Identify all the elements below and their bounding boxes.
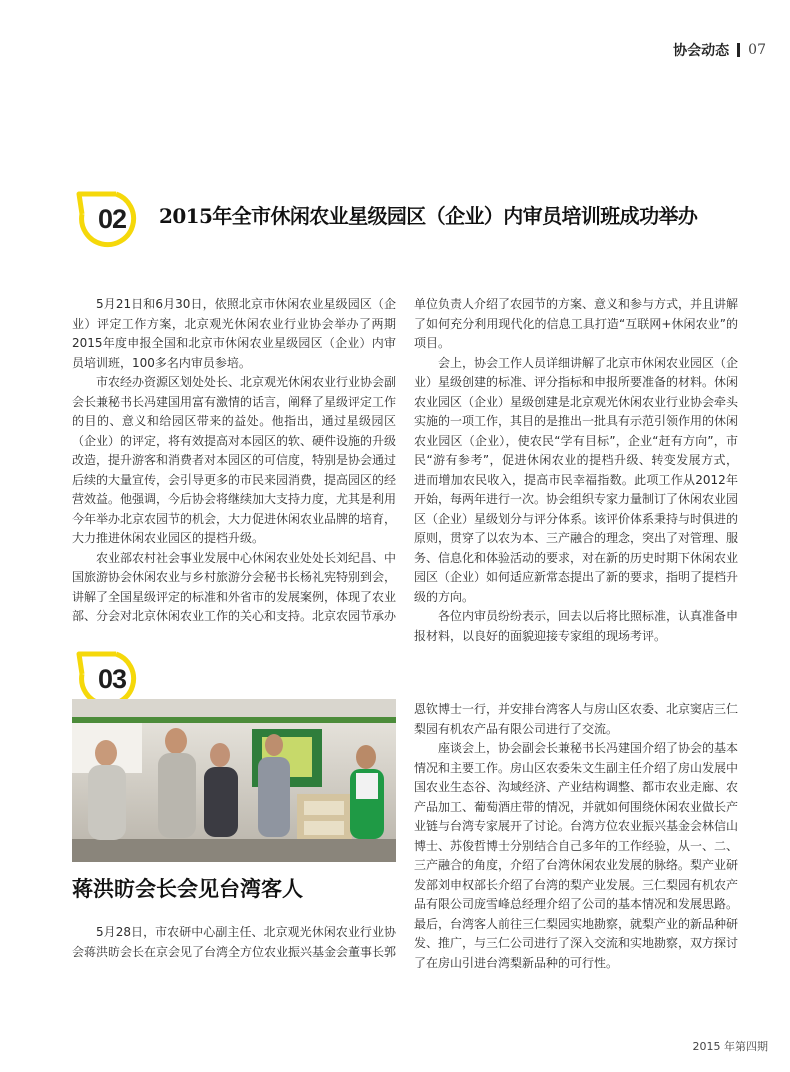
paragraph: 恩钦博士一行，并安排台湾客人与房山区农委、北京窦店三仁梨园有机农产品有限公司进行了交流。 xyxy=(414,702,739,736)
issue-footer: 2015 年第四期 xyxy=(692,1040,768,1053)
article2-column-right xyxy=(414,700,738,973)
paragraph: 农业部农村社会事业发展中心休闲农业处处长刘纪昌、中国旅游协会休闲农业与乡村旅游分会秘书长杨礼宪特别到会，讲解了全国星级评定的标准和外省市的发展案例，体现了农业部、分会对北京休闲农业工作的关心和支持。北京农园节承办 xyxy=(72,550,397,623)
badge-number: 03 xyxy=(97,664,127,694)
header-divider xyxy=(737,43,740,57)
paragraph: 市农经办资源区划处处长、北京观光休闲农业行业协会副会长兼秘书长冯建国用富有激情的话言，阐释了星级评定工作的目的、意义和给园区带来的益处。他指出，通过星级园区（企业）的评定，将有效提高对本园区的软、硬件设施的升级改造，提升游客和消费者对本园区的可信度，特别是协会通过后续的大量宣传，会引导更多的市民来园消费，提高园区的经营效益。他强调，今后协会将继续加大支持力度，尤其是利用今年举办北京农园节的机会，大力促进休闲农业品牌的培育，大力推进休闲农业园区的提档升级。 xyxy=(72,375,397,545)
paragraph: 会上，协会工作人员详细讲解了北京市休闲农业园区（企业）星级创建的标准、评分指标和申报所要准备的材料。休闲农业园区（企业）星级创建是北京观光休闲农业行业协会牵头实施的一项工作，其目的是推出一批具有示范引领作用的休闲农业园区（企业），使农民“学有目标”，企业“赶有方向”，市民“游有参考”，促进休闲农业的提档升级、转变发展方式，进而增加农民收入，提高市民幸福指数。此项工作从2012年开始，每两年进行一次。协会组织专家力量制订了休闲农业园区（企业）星级划分与评分体系。该评价体系秉持与时俱进的原则，贯穿了以农为本、三产融合的理念，突出了对管理、服务、信息化和体验活动的要求，对在新的历史时期下休闲农业园区（企业）如何适应新常态提出了新的要求，指明了提档升级的方向。 xyxy=(414,355,739,604)
paragraph: 5月28日，市农研中心副主任、北京观光休闲农业行业协会蒋洪昉会长在京会见了台湾全方位农业振兴基金会董事长郭 xyxy=(72,925,397,959)
paragraph: 各位内审员纷纷表示，回去以后将比照标准，认真准备申报材料，以良好的面貌迎接专家组的现场考评。 xyxy=(414,609,739,643)
section-title: 协会动态 xyxy=(673,43,730,59)
paragraph: 单位负责人介绍了农园节的方案、意义和参与方式，并且讲解了如何充分利用现代化的信息工具打造“互联网+休闲农业”的项目。 xyxy=(414,297,739,350)
paragraph: 座谈会上，协会副会长兼秘书长冯建国介绍了协会的基本情况和主要工作。房山区农委朱文生副主任介绍了房山发展中国农业生态谷、沟域经济、产业结构调整、都市农业走廊、农产品加工、葡萄酒庄带的情况，并就如何围绕休闲农业做长产业链与台湾专家展开了讨论。台湾方位农业振兴基金会林信山博士、苏俊哲博士分别结合自己多年的工作经验，从一、二、三产融合的角度，介绍了台湾休闲农业发展的脉络。梨产业研发部刘申权部长介绍了台湾的梨产业发展。三仁梨园有机农产品有限公司庞雪峰总经理介绍了公司的基本情况和发展思路。最后，台湾客人前往三仁梨园实地勘察，就梨产业的新品种研发、推广，与三仁公司进行了深入交流和实地勘察，双方探讨了在房山引进台湾梨新品种的可行性。 xyxy=(414,741,739,970)
paragraph: 5月21日和6月30日，依照北京市休闲农业星级园区（企业）评定工作方案，北京观光休闲农业行业协会举办了两期2015年度申报全国和北京市休闲农业星级园区（企业）内审员培训班，100多名内审员参培。 xyxy=(72,297,396,370)
page-number: 07 xyxy=(748,42,766,58)
meeting-photo xyxy=(72,699,396,862)
article-badge-02 xyxy=(76,190,142,250)
article1-title: 2015年全市休闲农业星级园区（企业）内审员培训班成功举办 xyxy=(159,204,698,228)
article1-column-left xyxy=(72,295,396,627)
article2-column-left xyxy=(72,923,396,962)
article2-title: 蒋洪昉会长会见台湾客人 xyxy=(72,876,303,901)
badge-number: 02 xyxy=(97,204,127,234)
article1-column-right xyxy=(414,295,738,646)
page-header xyxy=(673,40,766,60)
